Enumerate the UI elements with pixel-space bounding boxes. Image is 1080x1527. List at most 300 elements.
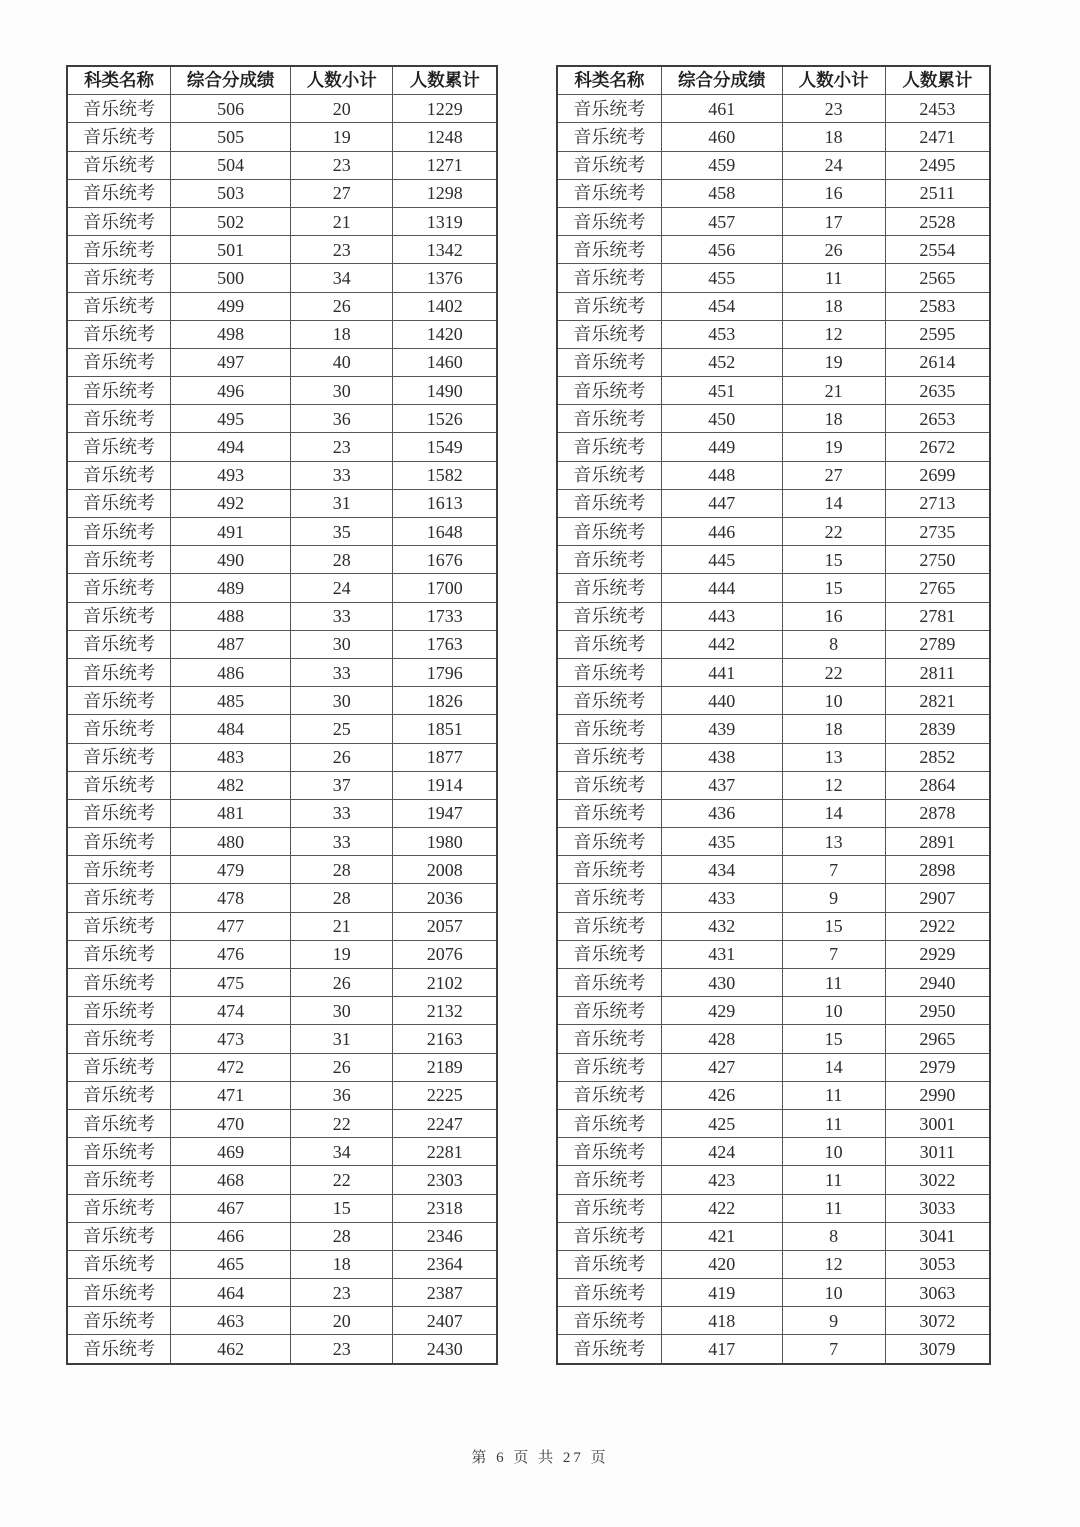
cell-cumulative: 2965	[885, 1025, 990, 1053]
cell-category: 音乐统考	[557, 264, 661, 292]
table-row	[557, 179, 990, 207]
cell-cumulative: 1851	[393, 715, 497, 743]
cell-score: 474	[171, 997, 291, 1025]
cell-score: 439	[661, 715, 782, 743]
cell-cumulative: 2346	[393, 1222, 497, 1250]
cell-count: 10	[782, 1279, 885, 1307]
cell-count: 7	[782, 940, 885, 968]
cell-count: 24	[782, 151, 885, 179]
cell-count: 17	[782, 207, 885, 235]
table-row	[67, 1138, 497, 1166]
cell-score: 473	[171, 1025, 291, 1053]
cell-count: 30	[291, 377, 393, 405]
cell-count: 16	[782, 602, 885, 630]
cell-count: 13	[782, 828, 885, 856]
cell-score: 422	[661, 1194, 782, 1222]
cell-count: 15	[291, 1194, 393, 1222]
cell-count: 19	[782, 348, 885, 376]
cell-category: 音乐统考	[67, 1222, 171, 1250]
cell-cumulative: 2735	[885, 518, 990, 546]
cell-category: 音乐统考	[67, 1307, 171, 1335]
cell-count: 26	[291, 292, 393, 320]
cell-category: 音乐统考	[557, 348, 661, 376]
table-row	[67, 715, 497, 743]
table-row	[557, 630, 990, 658]
cell-score: 486	[171, 658, 291, 686]
table-row	[557, 207, 990, 235]
cell-score: 435	[661, 828, 782, 856]
cell-category: 音乐统考	[557, 1335, 661, 1364]
cell-score: 456	[661, 236, 782, 264]
table-row	[557, 912, 990, 940]
cell-score: 438	[661, 743, 782, 771]
table-row	[557, 602, 990, 630]
table-row	[67, 405, 497, 433]
table-row	[67, 1222, 497, 1250]
cell-category: 音乐统考	[67, 348, 171, 376]
cell-score: 504	[171, 151, 291, 179]
cell-category: 音乐统考	[557, 1053, 661, 1081]
table-row	[557, 969, 990, 997]
table-row	[67, 799, 497, 827]
cell-category: 音乐统考	[557, 546, 661, 574]
cell-score: 467	[171, 1194, 291, 1222]
cell-count: 11	[782, 969, 885, 997]
cell-category: 音乐统考	[67, 292, 171, 320]
table-row	[557, 518, 990, 546]
cell-cumulative: 2565	[885, 264, 990, 292]
cell-score: 492	[171, 489, 291, 517]
table-row	[557, 151, 990, 179]
cell-cumulative: 3079	[885, 1335, 990, 1364]
cell-category: 音乐统考	[557, 1307, 661, 1335]
score-table-right	[556, 65, 991, 1365]
cell-score: 417	[661, 1335, 782, 1364]
cell-cumulative: 3022	[885, 1166, 990, 1194]
cell-category: 音乐统考	[557, 799, 661, 827]
table-row	[557, 884, 990, 912]
cell-cumulative: 1613	[393, 489, 497, 517]
cell-score: 458	[661, 179, 782, 207]
cell-score: 447	[661, 489, 782, 517]
cell-count: 23	[291, 151, 393, 179]
cell-cumulative: 2102	[393, 969, 497, 997]
cell-score: 450	[661, 405, 782, 433]
cell-count: 15	[782, 912, 885, 940]
cell-cumulative: 2672	[885, 433, 990, 461]
cell-score: 498	[171, 320, 291, 348]
table-row	[557, 1307, 990, 1335]
table-row	[557, 771, 990, 799]
table-header	[557, 66, 990, 95]
cell-score: 488	[171, 602, 291, 630]
table-row	[67, 179, 497, 207]
cell-category: 音乐统考	[557, 1025, 661, 1053]
cell-cumulative: 3053	[885, 1250, 990, 1278]
table-row	[557, 377, 990, 405]
cell-category: 音乐统考	[67, 207, 171, 235]
cell-count: 40	[291, 348, 393, 376]
table-row	[557, 264, 990, 292]
cell-category: 音乐统考	[557, 1138, 661, 1166]
cell-count: 30	[291, 687, 393, 715]
score-table-left	[66, 65, 498, 1365]
cell-score: 424	[661, 1138, 782, 1166]
cell-cumulative: 1763	[393, 630, 497, 658]
cell-cumulative: 1248	[393, 123, 497, 151]
cell-score: 429	[661, 997, 782, 1025]
cell-score: 462	[171, 1335, 291, 1364]
cell-cumulative: 3063	[885, 1279, 990, 1307]
cell-count: 16	[782, 179, 885, 207]
cell-count: 18	[782, 123, 885, 151]
cell-count: 33	[291, 658, 393, 686]
cell-cumulative: 2247	[393, 1109, 497, 1137]
cell-score: 418	[661, 1307, 782, 1335]
table-row	[67, 856, 497, 884]
cell-category: 音乐统考	[557, 236, 661, 264]
cell-category: 音乐统考	[67, 969, 171, 997]
cell-category: 音乐统考	[67, 1335, 171, 1364]
cell-cumulative: 1460	[393, 348, 497, 376]
cell-category: 音乐统考	[557, 1194, 661, 1222]
cell-cumulative: 1271	[393, 151, 497, 179]
cell-count: 23	[291, 1279, 393, 1307]
cell-score: 500	[171, 264, 291, 292]
cell-score: 501	[171, 236, 291, 264]
cell-score: 497	[171, 348, 291, 376]
cell-cumulative: 2898	[885, 856, 990, 884]
cell-cumulative: 1947	[393, 799, 497, 827]
cell-cumulative: 2554	[885, 236, 990, 264]
cell-count: 21	[782, 377, 885, 405]
cell-category: 音乐统考	[67, 574, 171, 602]
cell-category: 音乐统考	[557, 405, 661, 433]
cell-score: 444	[661, 574, 782, 602]
cell-cumulative: 3001	[885, 1109, 990, 1137]
cell-count: 12	[782, 1250, 885, 1278]
cell-cumulative: 1914	[393, 771, 497, 799]
table-row	[557, 1109, 990, 1137]
table-row	[67, 461, 497, 489]
cell-category: 音乐统考	[557, 997, 661, 1025]
cell-score: 468	[171, 1166, 291, 1194]
cell-count: 34	[291, 1138, 393, 1166]
table-row	[67, 377, 497, 405]
cell-category: 音乐统考	[557, 207, 661, 235]
cell-cumulative: 2008	[393, 856, 497, 884]
cell-category: 音乐统考	[67, 856, 171, 884]
cell-score: 487	[171, 630, 291, 658]
cell-category: 音乐统考	[557, 1081, 661, 1109]
cell-category: 音乐统考	[67, 687, 171, 715]
column-header-score: 综合分成绩	[661, 66, 782, 95]
cell-category: 音乐统考	[67, 884, 171, 912]
cell-score: 459	[661, 151, 782, 179]
cell-cumulative: 2163	[393, 1025, 497, 1053]
table-row	[557, 292, 990, 320]
cell-category: 音乐统考	[67, 1053, 171, 1081]
table-row	[557, 1138, 990, 1166]
table-row	[67, 743, 497, 771]
cell-count: 9	[782, 1307, 885, 1335]
cell-cumulative: 2132	[393, 997, 497, 1025]
cell-category: 音乐统考	[557, 658, 661, 686]
cell-cumulative: 1582	[393, 461, 497, 489]
cell-cumulative: 1229	[393, 95, 497, 123]
cell-cumulative: 2318	[393, 1194, 497, 1222]
cell-cumulative: 2929	[885, 940, 990, 968]
table-row	[557, 743, 990, 771]
cell-count: 26	[291, 743, 393, 771]
table-row	[557, 1335, 990, 1364]
table-row	[67, 1194, 497, 1222]
cell-score: 464	[171, 1279, 291, 1307]
column-header-category: 科类名称	[67, 66, 171, 95]
cell-category: 音乐统考	[67, 264, 171, 292]
cell-score: 475	[171, 969, 291, 997]
table-row	[67, 489, 497, 517]
cell-count: 30	[291, 997, 393, 1025]
cell-score: 461	[661, 95, 782, 123]
table-row	[557, 405, 990, 433]
table-row	[67, 828, 497, 856]
cell-score: 445	[661, 546, 782, 574]
cell-count: 15	[782, 546, 885, 574]
cell-score: 506	[171, 95, 291, 123]
cell-count: 21	[291, 912, 393, 940]
cell-cumulative: 1733	[393, 602, 497, 630]
table-row	[557, 461, 990, 489]
cell-category: 音乐统考	[557, 969, 661, 997]
cell-cumulative: 2407	[393, 1307, 497, 1335]
table-row	[557, 574, 990, 602]
cell-count: 14	[782, 799, 885, 827]
table-row	[557, 1081, 990, 1109]
cell-score: 440	[661, 687, 782, 715]
cell-category: 音乐统考	[557, 292, 661, 320]
cell-cumulative: 1796	[393, 658, 497, 686]
cell-score: 448	[661, 461, 782, 489]
cell-score: 454	[661, 292, 782, 320]
cell-category: 音乐统考	[67, 630, 171, 658]
cell-cumulative: 2453	[885, 95, 990, 123]
cell-count: 23	[782, 95, 885, 123]
cell-cumulative: 2635	[885, 377, 990, 405]
table-row	[67, 940, 497, 968]
cell-category: 音乐统考	[557, 630, 661, 658]
table-row	[67, 264, 497, 292]
table-row	[67, 1166, 497, 1194]
cell-count: 34	[291, 264, 393, 292]
table-row	[557, 1279, 990, 1307]
cell-score: 472	[171, 1053, 291, 1081]
cell-category: 音乐统考	[67, 997, 171, 1025]
cell-count: 27	[782, 461, 885, 489]
cell-count: 22	[291, 1109, 393, 1137]
cell-cumulative: 3011	[885, 1138, 990, 1166]
cell-count: 28	[291, 884, 393, 912]
table-row	[557, 236, 990, 264]
table-row	[557, 687, 990, 715]
table-row	[67, 320, 497, 348]
header-row	[557, 66, 990, 95]
cell-count: 19	[291, 123, 393, 151]
cell-category: 音乐统考	[67, 1138, 171, 1166]
cell-category: 音乐统考	[67, 771, 171, 799]
cell-cumulative: 1549	[393, 433, 497, 461]
column-header-category: 科类名称	[557, 66, 661, 95]
cell-cumulative: 3033	[885, 1194, 990, 1222]
column-header-cumulative: 人数累计	[885, 66, 990, 95]
cell-cumulative: 2878	[885, 799, 990, 827]
cell-cumulative: 2036	[393, 884, 497, 912]
cell-cumulative: 1319	[393, 207, 497, 235]
cell-category: 音乐统考	[557, 856, 661, 884]
cell-category: 音乐统考	[67, 518, 171, 546]
table-row	[67, 207, 497, 235]
cell-category: 音乐统考	[67, 123, 171, 151]
cell-count: 11	[782, 1194, 885, 1222]
table-row	[557, 1053, 990, 1081]
cell-count: 7	[782, 856, 885, 884]
table-body-right	[557, 95, 990, 1364]
cell-cumulative: 2303	[393, 1166, 497, 1194]
cell-cumulative: 2057	[393, 912, 497, 940]
cell-cumulative: 2811	[885, 658, 990, 686]
cell-score: 421	[661, 1222, 782, 1250]
cell-count: 33	[291, 799, 393, 827]
cell-cumulative: 1342	[393, 236, 497, 264]
page-footer: 第 6 页 共 27 页	[471, 1450, 609, 1466]
cell-count: 8	[782, 1222, 885, 1250]
cell-category: 音乐统考	[67, 1279, 171, 1307]
cell-count: 22	[782, 518, 885, 546]
cell-count: 26	[782, 236, 885, 264]
cell-score: 505	[171, 123, 291, 151]
cell-category: 音乐统考	[557, 715, 661, 743]
cell-score: 476	[171, 940, 291, 968]
cell-cumulative: 2821	[885, 687, 990, 715]
cell-count: 11	[782, 264, 885, 292]
cell-count: 23	[291, 433, 393, 461]
cell-category: 音乐统考	[67, 433, 171, 461]
cell-count: 28	[291, 546, 393, 574]
cell-score: 471	[171, 1081, 291, 1109]
table-row	[67, 236, 497, 264]
cell-cumulative: 2471	[885, 123, 990, 151]
cell-category: 音乐统考	[557, 95, 661, 123]
cell-score: 491	[171, 518, 291, 546]
cell-count: 31	[291, 489, 393, 517]
cell-score: 419	[661, 1279, 782, 1307]
table-row	[67, 292, 497, 320]
cell-count: 14	[782, 1053, 885, 1081]
cell-count: 33	[291, 461, 393, 489]
cell-category: 音乐统考	[67, 658, 171, 686]
cell-category: 音乐统考	[557, 151, 661, 179]
cell-category: 音乐统考	[557, 123, 661, 151]
cell-count: 22	[782, 658, 885, 686]
cell-score: 423	[661, 1166, 782, 1194]
cell-category: 音乐统考	[557, 1222, 661, 1250]
cell-count: 33	[291, 602, 393, 630]
cell-score: 480	[171, 828, 291, 856]
cell-category: 音乐统考	[67, 320, 171, 348]
cell-score: 442	[661, 630, 782, 658]
cell-category: 音乐统考	[67, 377, 171, 405]
cell-cumulative: 2699	[885, 461, 990, 489]
cell-category: 音乐统考	[557, 574, 661, 602]
cell-cumulative: 2864	[885, 771, 990, 799]
cell-cumulative: 2225	[393, 1081, 497, 1109]
cell-category: 音乐统考	[557, 489, 661, 517]
cell-cumulative: 1700	[393, 574, 497, 602]
cell-category: 音乐统考	[557, 320, 661, 348]
cell-cumulative: 2495	[885, 151, 990, 179]
cell-cumulative: 2511	[885, 179, 990, 207]
cell-cumulative: 2891	[885, 828, 990, 856]
table-row	[557, 658, 990, 686]
cell-cumulative: 2940	[885, 969, 990, 997]
cell-count: 18	[782, 715, 885, 743]
column-header-count: 人数小计	[782, 66, 885, 95]
cell-category: 音乐统考	[557, 828, 661, 856]
cell-cumulative: 1402	[393, 292, 497, 320]
cell-score: 434	[661, 856, 782, 884]
table-row	[557, 1250, 990, 1278]
cell-score: 465	[171, 1250, 291, 1278]
cell-score: 430	[661, 969, 782, 997]
cell-count: 36	[291, 1081, 393, 1109]
cell-cumulative: 2387	[393, 1279, 497, 1307]
table-row	[557, 433, 990, 461]
cell-cumulative: 2595	[885, 320, 990, 348]
table-row	[557, 1194, 990, 1222]
cell-score: 457	[661, 207, 782, 235]
cell-score: 432	[661, 912, 782, 940]
cell-count: 31	[291, 1025, 393, 1053]
cell-score: 446	[661, 518, 782, 546]
cell-score: 436	[661, 799, 782, 827]
cell-count: 23	[291, 1335, 393, 1364]
table-row	[67, 1307, 497, 1335]
table-row	[67, 348, 497, 376]
header-row	[67, 66, 497, 95]
cell-count: 8	[782, 630, 885, 658]
cell-score: 499	[171, 292, 291, 320]
table-row	[67, 1335, 497, 1364]
cell-count: 20	[291, 1307, 393, 1335]
cell-cumulative: 1376	[393, 264, 497, 292]
cell-count: 20	[291, 95, 393, 123]
table-row	[67, 997, 497, 1025]
cell-score: 482	[171, 771, 291, 799]
cell-category: 音乐统考	[67, 95, 171, 123]
cell-count: 25	[291, 715, 393, 743]
cell-score: 493	[171, 461, 291, 489]
cell-count: 12	[782, 771, 885, 799]
cell-category: 音乐统考	[67, 912, 171, 940]
cell-count: 11	[782, 1166, 885, 1194]
cell-cumulative: 3041	[885, 1222, 990, 1250]
cell-count: 15	[782, 574, 885, 602]
cell-score: 477	[171, 912, 291, 940]
cell-category: 音乐统考	[557, 377, 661, 405]
cell-score: 452	[661, 348, 782, 376]
cell-category: 音乐统考	[67, 546, 171, 574]
cell-score: 466	[171, 1222, 291, 1250]
